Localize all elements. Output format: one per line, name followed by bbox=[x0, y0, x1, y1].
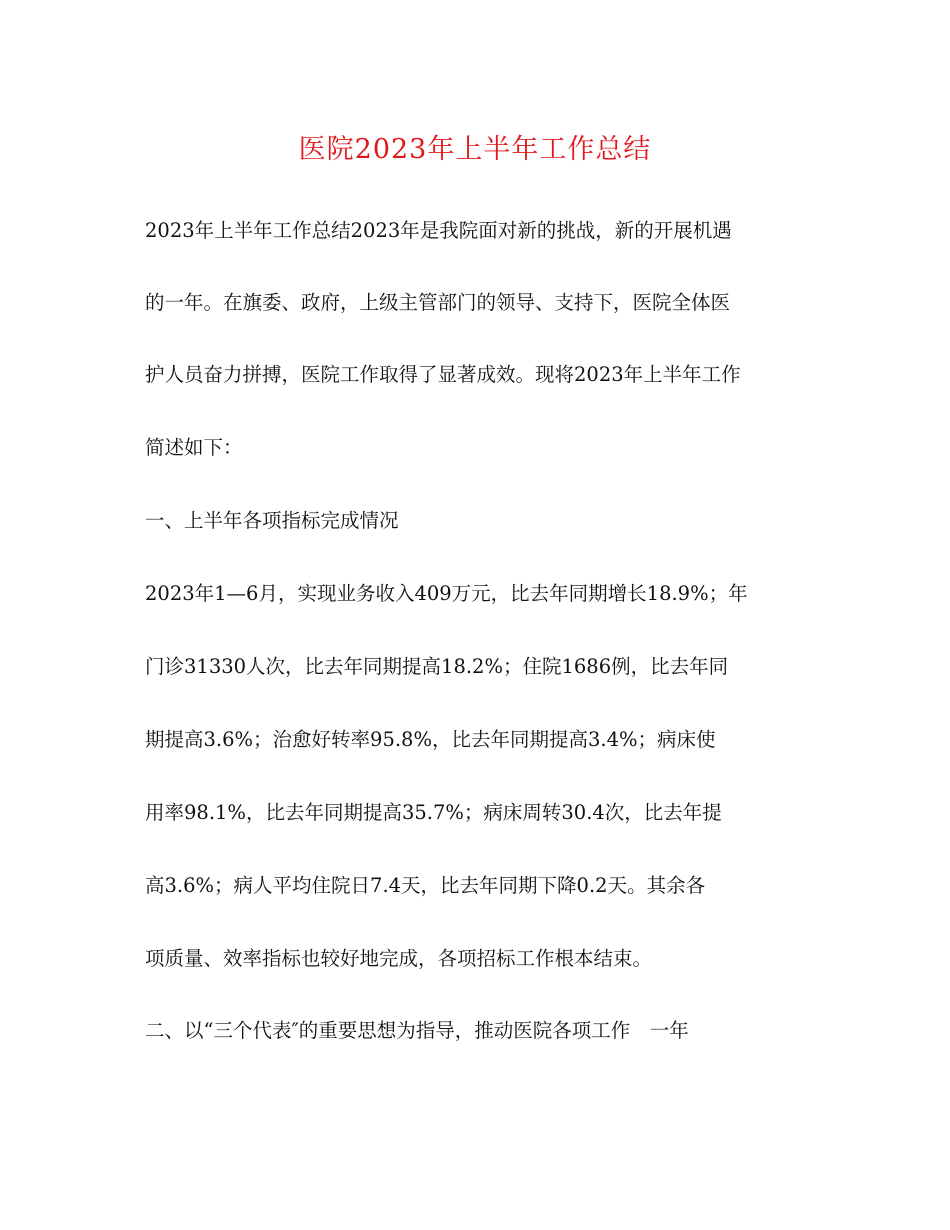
paragraph-line: 2023年1—6月，实现业务收入409万元，比去年同期增长18.9%；年 bbox=[145, 582, 748, 605]
paragraph-line: 简述如下： bbox=[145, 436, 243, 459]
paragraph-line: 门诊31330人次，比去年同期提高18.2%；住院1686例，比去年同 bbox=[145, 655, 729, 678]
paragraph-line: 用率98.1%，比去年同期提高35.7%；病床周转30.4次，比去年提 bbox=[145, 801, 722, 824]
paragraph-line: 高3.6%；病人平均住院日7.4天，比去年同期下降0.2天。其余各 bbox=[145, 874, 706, 897]
paragraph-line: 的一年。在旗委、政府，上级主管部门的领导、支持下，医院全体医 bbox=[145, 291, 731, 314]
paragraph-line: 项质量、效率指标也较好地完成，各项招标工作根本结束。 bbox=[145, 947, 653, 970]
section-heading: 二、以“三个代表″的重要思想为指导，推动医院各项工作 一年 bbox=[145, 1019, 689, 1042]
paragraph-line: 期提高3.6%；治愈好转率95.8%，比去年同期提高3.4%；病床使 bbox=[145, 728, 716, 751]
paragraph-line: 护人员奋力拼搏，医院工作取得了显著成效。现将2023年上半年工作 bbox=[145, 363, 741, 386]
document-title: 医院2023年上半年工作总结 bbox=[298, 134, 652, 165]
paragraph-line: 2023年上半年工作总结2023年是我院面对新的挑战，新的开展机遇 bbox=[145, 219, 732, 242]
section-heading: 一、上半年各项指标完成情况 bbox=[145, 509, 399, 532]
